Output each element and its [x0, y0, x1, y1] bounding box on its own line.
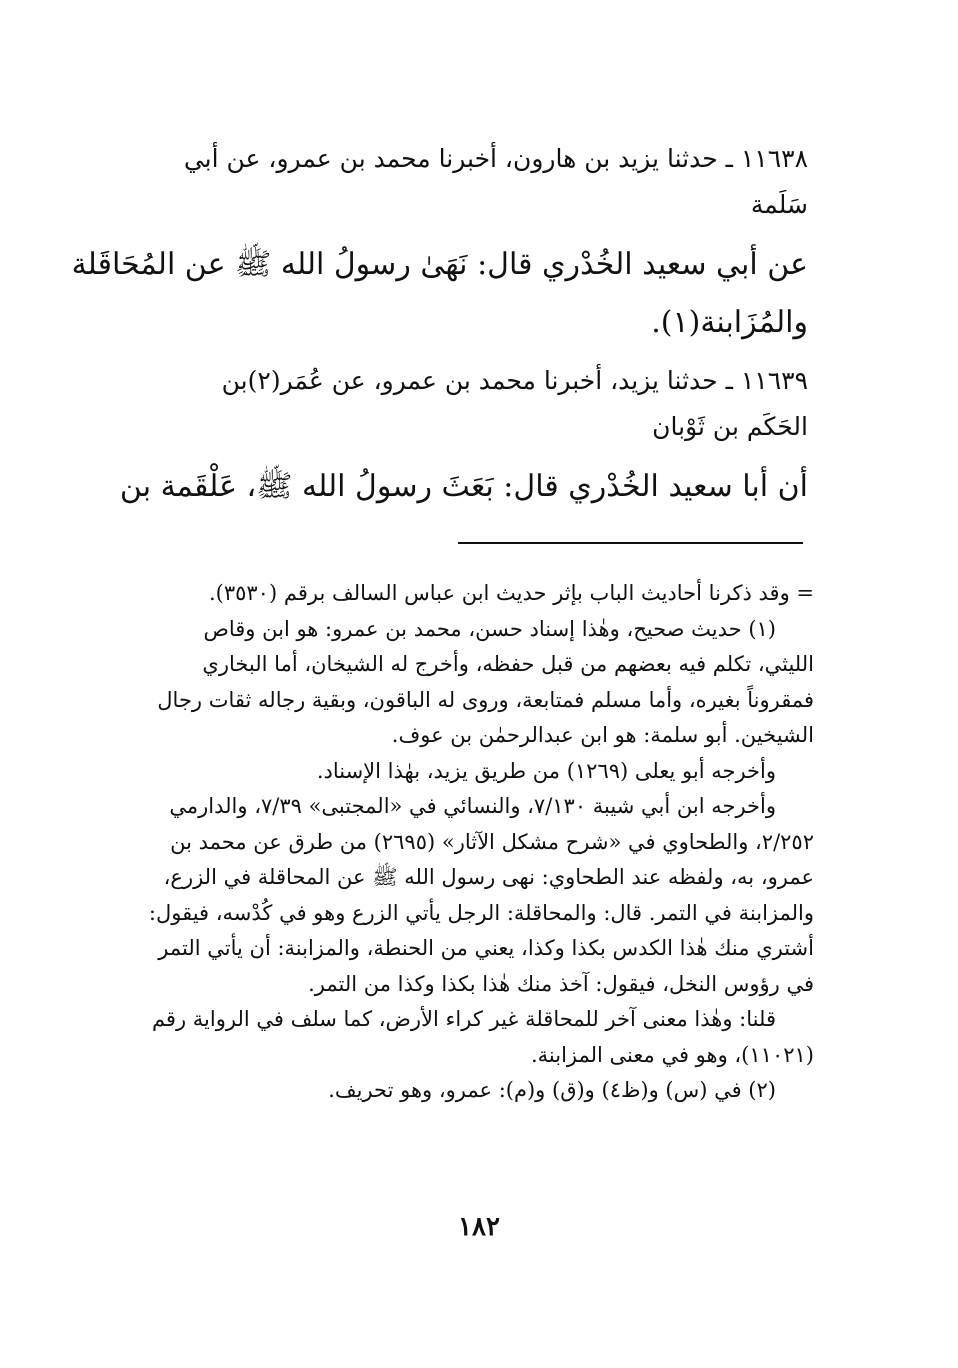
- hadith-11639-text: [96, 458, 808, 516]
- footnotes: [108, 576, 814, 1109]
- matn-line: عن أبي سعيد الخُدْري قال: نَهَىٰ رسولُ الله ﷺ عن المُحَاقَلة: [71, 247, 808, 282]
- hadith-11638-text: [71, 236, 808, 352]
- chain-line: ١١٦٣٩ ـ حدثنا يزيد، أخبرنا محمد بن عمرو، عن عُمَر(٢)بن: [221, 366, 808, 395]
- footnote-2: (٢) في (س) و(ظ٤) و(ق) و(م): عمرو، وهو تحريف.: [328, 1078, 776, 1102]
- footnote-paragraph: وأخرجه أبو يعلى (١٢٦٩) من طريق يزيد، بهٰذا الإسناد.: [316, 758, 776, 783]
- footnote-continuation: = وقد ذكرنا أحاديث الباب بإثر حديث ابن عباس السالف برقم (٣٥٣٠).: [208, 581, 814, 605]
- footnote-paragraph: [108, 789, 814, 1002]
- footnote-1: [108, 612, 814, 754]
- matn-line: والمُزَابنة(١).: [651, 305, 808, 340]
- footnote-line: الليثي، تكلم فيه بعضهم من قبل حفظه، وأخرج له الشيخان، أما البخاري: [202, 652, 814, 676]
- footnote-line: والمزابنة في التمر. قال: والمحاقلة: الرجل يأتي الزرع وهو في كُدْسه، فيقول:: [148, 900, 814, 925]
- footnote-line: في رؤوس النخل، فيقول: آخذ منك هٰذا بكذا وكذا من التمر.: [308, 971, 814, 996]
- footnote-line: (١) حديث صحيح، وهٰذا إسناد حسن، محمد بن عمرو: هو ابن وقاص: [203, 616, 776, 641]
- page-number: ١٨٢: [458, 1212, 500, 1242]
- footnote-line: قلنا: وهٰذا معنى آخر للمحاقلة غير كراء الأرض، كما سلف في الرواية رقم: [151, 1007, 776, 1031]
- footnote-line: وأخرجه ابن أبي شيبة ٧/١٣٠، والنسائي في «المجتبى» ٧/٣٩، والدارمي: [169, 794, 776, 818]
- footnote-divider: [458, 542, 803, 544]
- footnote-line: (١١٠٢١)، وهو في معنى المزابنة.: [530, 1042, 814, 1067]
- footnote-line: ٢/٢٥٢، والطحاوي في «شرح مشكل الآثار» (٢٦٩٥) من طرق عن محمد بن: [170, 829, 814, 854]
- footnote-line: عمرو، به، ولفظه عند الطحاوي: نهى رسول الله ﷺ عن المحاقلة في الزرع،: [163, 865, 814, 889]
- chain-line: ١١٦٣٨ ـ حدثنا يزيد بن هارون، أخبرنا محمد بن عمرو، عن أبي: [183, 144, 808, 173]
- footnote-line: الشيخين. أبو سلمة: هو ابن عبدالرحمٰن بن عوف.: [391, 723, 814, 747]
- matn-line: أن أبا سعيد الخُدْري قال: بَعَثَ رسولُ الله ﷺ، عَلْقَمة بن: [119, 469, 808, 504]
- hadith-11638-chain: [96, 136, 808, 228]
- chain-line: سَلَمة: [750, 190, 808, 219]
- footnote-line: فمقروناً بغيره، وأما مسلم فمتابعة، وروى له الباقون، وبقية رجاله ثقات رجال: [157, 687, 814, 712]
- footnote-line: أشتري منك هٰذا الكدس بكذا وكذا، يعني من الحنطة، والمزابنة: أن يأتي التمر: [158, 936, 814, 960]
- hadith-11639-chain: [96, 358, 808, 450]
- footnote-paragraph: [108, 1002, 814, 1073]
- chain-line: الحَكَم بن ثَوْبان: [652, 412, 808, 441]
